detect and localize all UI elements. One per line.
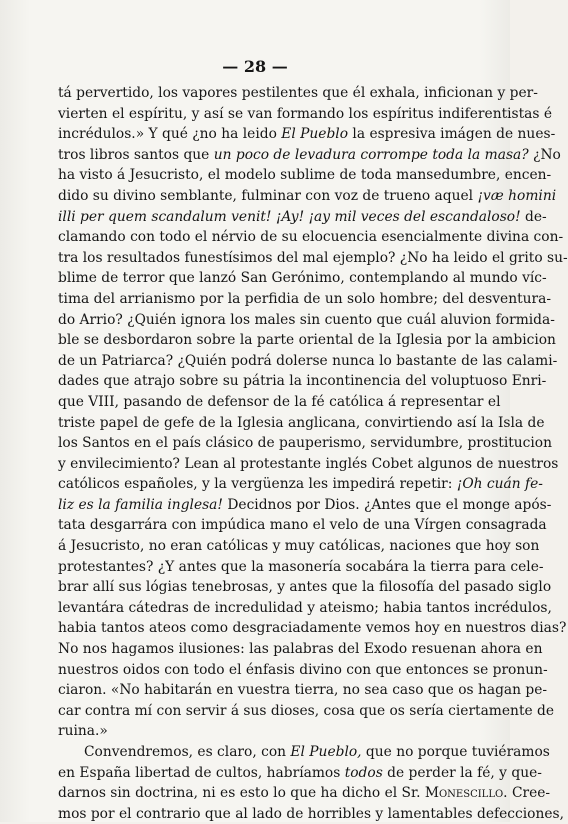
text-segment: brar allí sus lógias tenebrosas, y antes que la filosofía del pasado siglo (58, 579, 552, 596)
text-line (58, 783, 551, 804)
text-line (58, 721, 470, 742)
italic-text: ¡Oh cuán fe- (456, 476, 543, 493)
text-segment: Convendremos, es claro, con (84, 744, 291, 760)
text-segment: mos por el contrario que al lado de horribles y lamentables defecciones, (58, 805, 564, 822)
text-segment: clamando con todo el nérvio de su elocuencia esencialmente divina con- (58, 229, 564, 246)
text-segment: tima del arrianismo por la perfidia de un solo hombre; del desventura- (58, 290, 552, 307)
body-text (58, 83, 568, 824)
text-segment: á Jesucristo, no eran católicas y muy católicas, naciones que hoy son (58, 538, 540, 555)
text-segment: habia tantos ateos como desgraciadamente vemos hoy en nuestros dias? (58, 620, 567, 637)
text-line (58, 351, 558, 372)
text-line (58, 330, 556, 351)
italic-text: ¡væ homini (477, 187, 557, 204)
text-segment: ble se desbordaron sobre la parte oriental de la Iglesia por la ambicion (58, 332, 556, 349)
italic-text: illi per quem scandalum venit! ¡Ay! ¡ay mil veces del escandaloso! (58, 208, 521, 225)
text-line (58, 474, 543, 495)
text-segment: vierten el espíritu, y así se van formando los espíritus indiferentistas é (58, 105, 553, 122)
text-line (58, 83, 538, 104)
text-segment: tros libros santos que (58, 146, 214, 163)
text-segment: Cree- (507, 785, 551, 802)
text-line (58, 515, 547, 536)
text-segment: de un Patriarca? ¿Quién podrá dolerse nunca lo bastante de las calami- (58, 352, 558, 369)
text-segment: triste papel de gefe de la Iglesia anglicana, convirtiendo así la Isla de (58, 414, 545, 431)
text-segment: tata desgarrára con impúdica mano el velo de una Vírgen consagrada (58, 517, 547, 534)
text-segment: los Santos en el país clásico de pauperismo, servidumbre, prostitucion (58, 435, 552, 452)
text-line (58, 618, 567, 639)
italic-text: un poco de levadura corrompe toda la masa? (213, 146, 529, 163)
text-line (58, 124, 556, 145)
text-segment: que VIII, pasando de defensor de la fé católica á representar el (58, 393, 501, 410)
text-segment: incrédulos.» Y qué ¿no ha leido (58, 126, 282, 143)
text-line (58, 680, 548, 701)
text-line (58, 804, 564, 824)
text-line (58, 248, 568, 269)
text-line (58, 495, 552, 516)
text-line (58, 371, 547, 392)
text-segment: ha visto á Jesucristo, el modelo sublime de toda mansedumbre, encen- (58, 167, 552, 184)
text-line (58, 289, 552, 310)
text-line (58, 639, 543, 660)
text-segment: nuestros oidos con todo el énfasis divino con que entonces se pronun- (58, 661, 548, 678)
text-segment: dades que atrajo sobre su pátria la incontinencia del voluptuoso Enri- (58, 373, 547, 390)
text-line (58, 310, 555, 331)
text-segment: dido su divino semblante, fulminar con voz de trueno aquel (58, 187, 478, 204)
text-line (58, 763, 542, 784)
text-line (58, 536, 540, 557)
paragraph (58, 742, 564, 824)
text-line (58, 454, 559, 475)
italic-text: liz es la familia inglesa! (58, 496, 223, 513)
text-line (58, 268, 547, 289)
text-segment: ruina.» (58, 723, 108, 740)
text-line (58, 433, 552, 454)
text-segment: Monescillo. (424, 785, 508, 802)
italic-text: El Pueblo, (290, 744, 362, 760)
text-line (58, 392, 501, 413)
text-segment: de- (520, 208, 547, 225)
text-line (58, 413, 545, 434)
italic-text: todos (344, 764, 383, 781)
text-segment: darnos sin doctrina, ni es esto lo que ha dicho el Sr. (58, 785, 425, 802)
text-line (58, 701, 555, 722)
text-segment: levantára cátedras de incredulidad y ateismo; habia tantos incrédulos, (58, 599, 552, 616)
text-segment: do Arrio? ¿Quién ignora los males sin cuento que cuál aluvion formida- (58, 311, 555, 328)
text-segment: car contra mí con servir á sus dioses, cosa que os sería ciertamente de (58, 702, 555, 719)
text-line (58, 145, 561, 166)
text-segment: de perder la fé, y que- (382, 764, 542, 781)
text-segment: ciaron. «No habitarán en vuestra tierra, no sea caso que os hagan pe- (58, 682, 548, 699)
text-segment: ¿No (528, 146, 561, 163)
text-line (58, 577, 552, 598)
text-segment: No nos hagamos ilusiones: las palabras del Exodo resuenan ahora en (58, 641, 543, 658)
text-segment: que no porque tuviéramos (361, 744, 550, 760)
text-segment: y envilecimiento? Lean al protestante inglés Cobet algunos de nuestros (58, 455, 559, 472)
text-line (58, 660, 548, 681)
text-line (58, 186, 557, 207)
text-segment: en España libertad de cultos, habríamos (58, 764, 345, 781)
text-segment: Decidnos por Dios. ¿Antes que el monge após- (222, 496, 552, 513)
text-segment: protestantes? ¿Y antes que la masonería socabára la tierra para cele- (58, 558, 544, 575)
text-line (58, 598, 552, 619)
paragraph (58, 83, 568, 742)
text-line (58, 742, 550, 763)
text-line (58, 165, 552, 186)
italic-text: El Pueblo (281, 126, 349, 143)
text-segment: blime de terror que lanzó San Gerónimo, contemplando al mundo víc- (58, 270, 547, 287)
text-line (58, 207, 547, 228)
text-segment: tra los resultados funestísimos del mal ejemplo? ¿No ha leido el grito su- (58, 249, 568, 266)
text-line (58, 227, 564, 248)
page-number: — 28 — (222, 57, 288, 76)
text-segment: la espresiva imágen de nues- (348, 126, 556, 143)
text-line (58, 104, 553, 125)
text-segment: católicos españoles, y la vergüenza les impedirá repetir: (58, 476, 457, 493)
text-line (58, 557, 544, 578)
text-segment: tá pervertido, los vapores pestilentes que él exhala, inficionan y per- (58, 85, 538, 101)
